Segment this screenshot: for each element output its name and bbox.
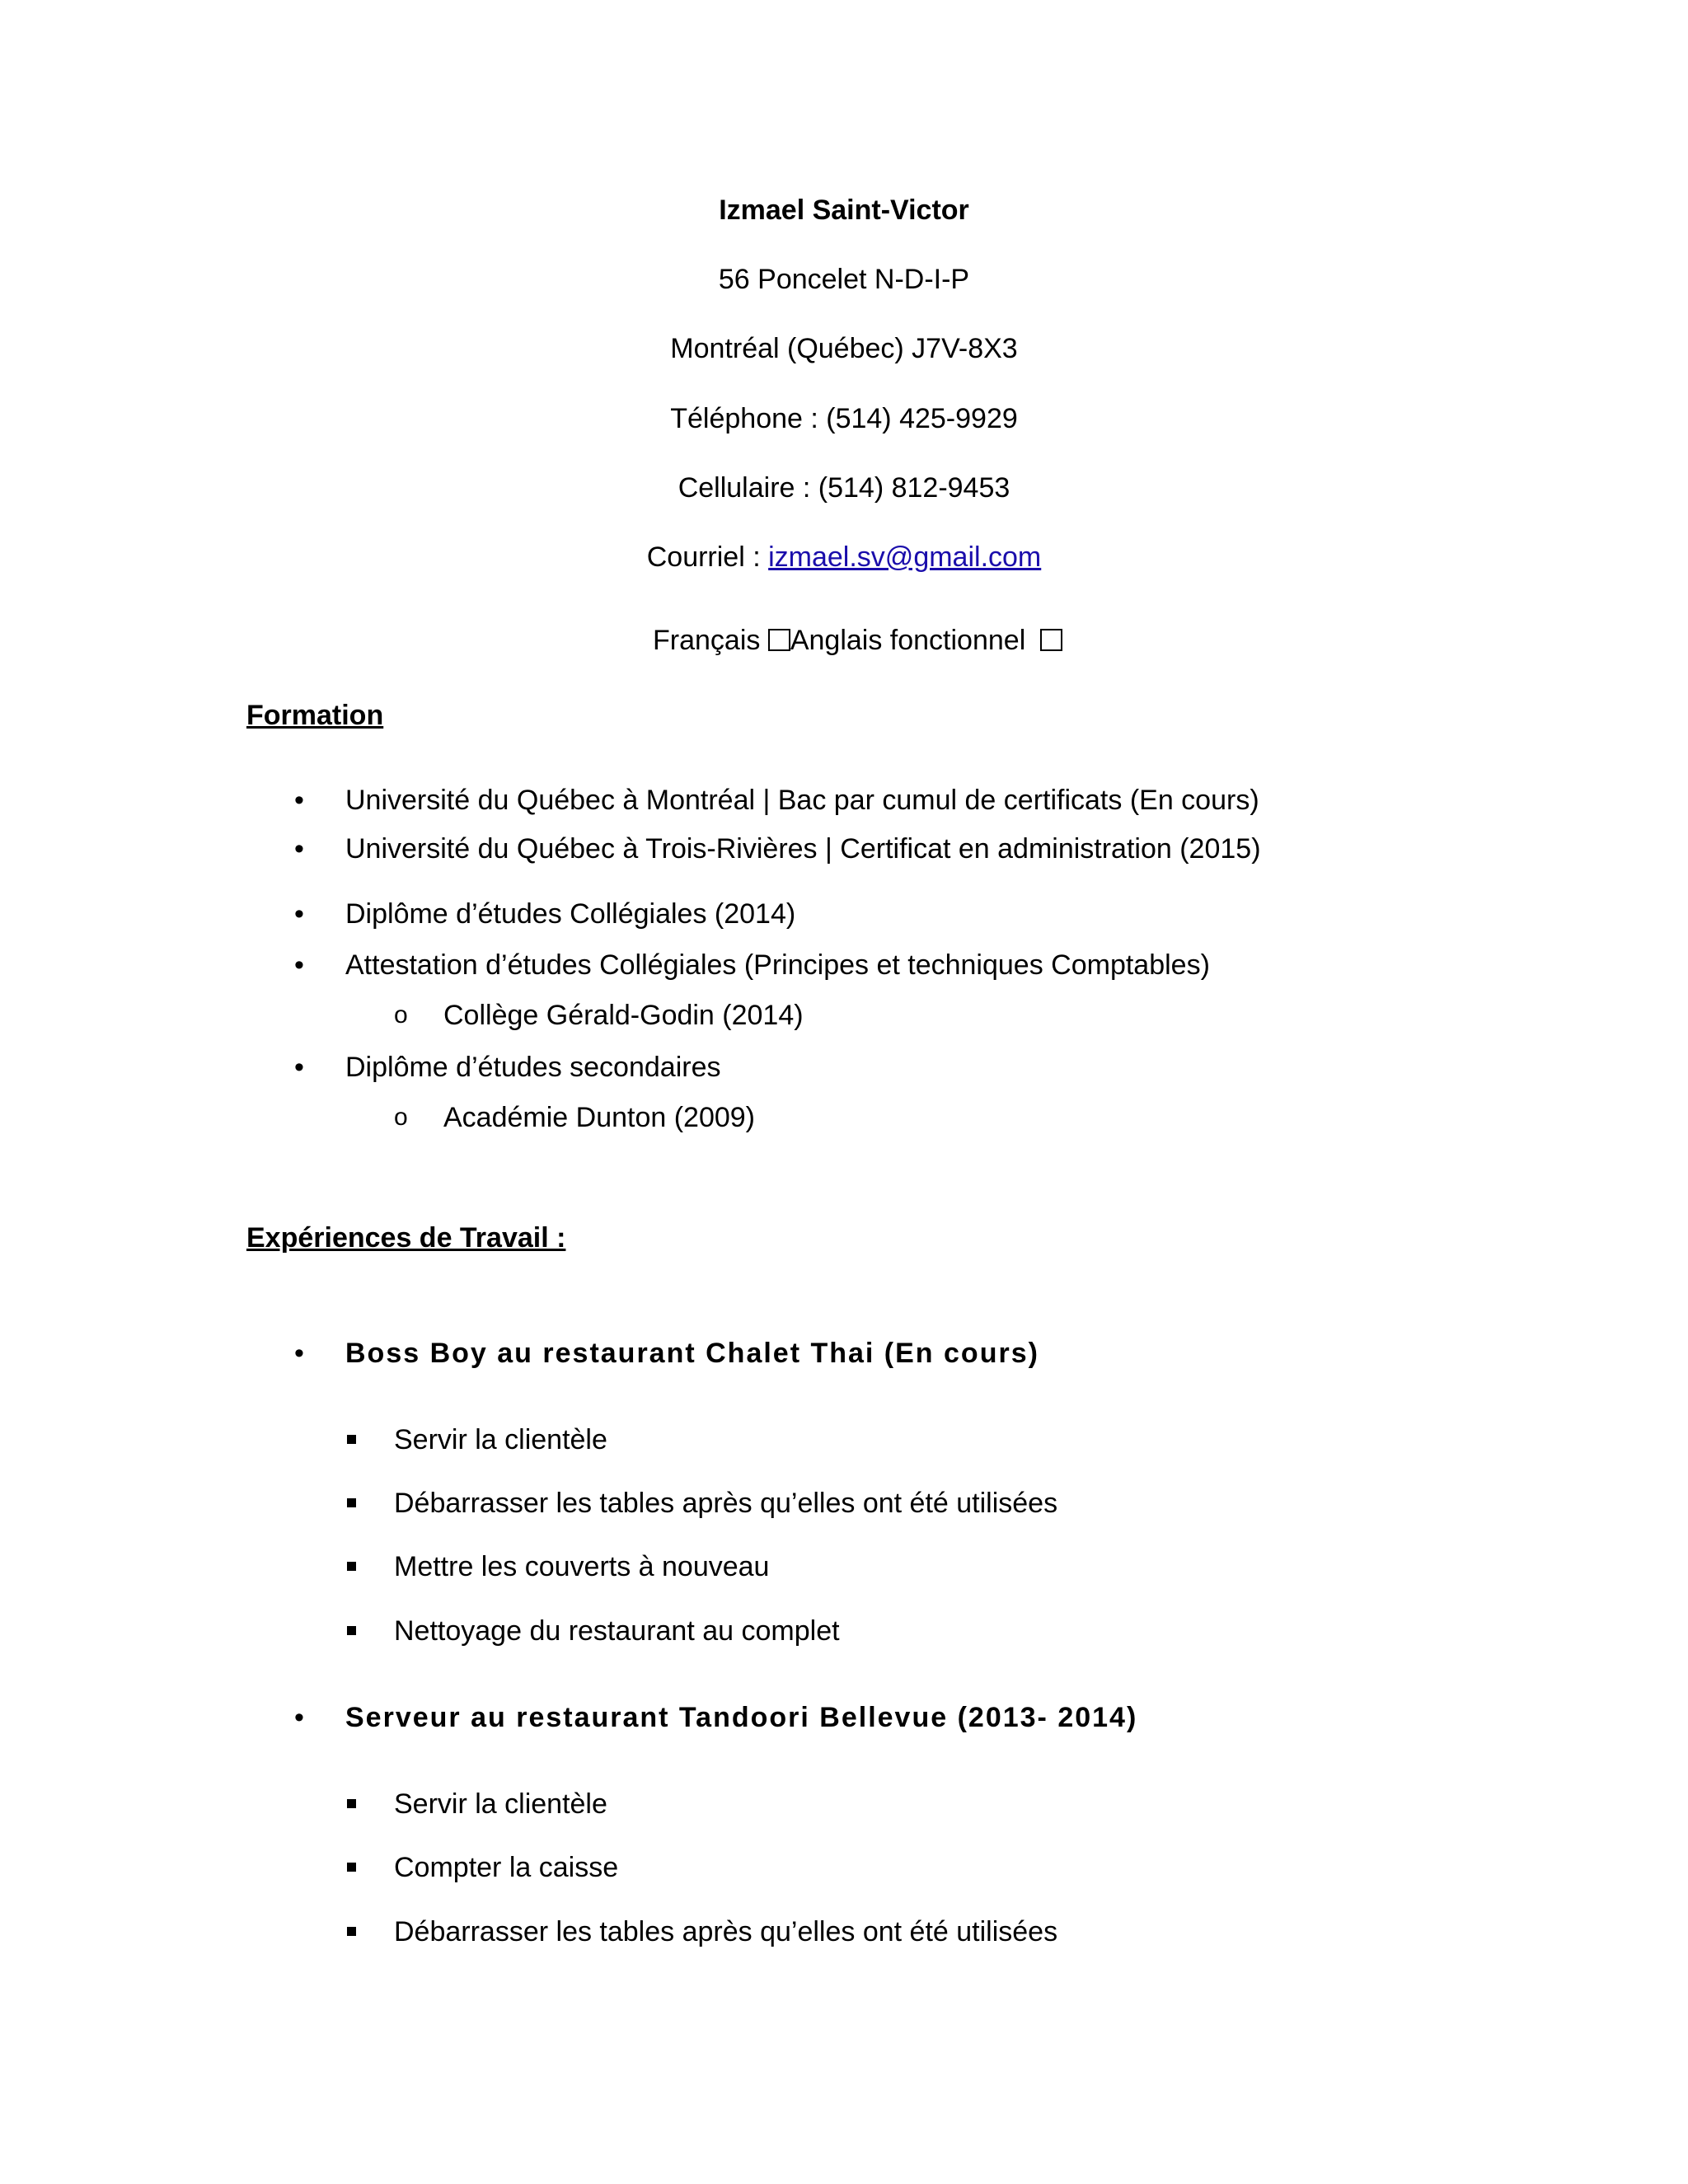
task-item: Débarrasser les tables après qu’elles ont été utilisées (394, 1488, 1058, 1519)
sub-list-item: Collège Gérald-Godin (2014) (443, 1000, 804, 1031)
language-french: Français (653, 625, 768, 656)
square-bullet-icon (347, 1626, 356, 1635)
email-link[interactable]: izmael.sv@gmail.com (768, 541, 1042, 573)
task-item: Débarrasser les tables après qu’elles ont été utilisées (394, 1916, 1058, 1947)
email-label: Courriel : (646, 541, 769, 573)
list-item: Diplôme d’études Collégiales (2014) (345, 898, 796, 930)
language-english: Anglais fonctionnel (790, 625, 1034, 656)
address-line: 56 Poncelet N-D-I-P (718, 264, 970, 295)
sub-bullet-icon: o (394, 1104, 408, 1131)
task-item: Compter la caisse (394, 1852, 619, 1883)
job-title: Boss Boy au restaurant Chalet Thai (En cours) (345, 1338, 1039, 1369)
bullet-icon: • (294, 1338, 304, 1369)
email-line (0, 541, 1688, 574)
task-item: Mettre les couverts à nouveau (394, 1551, 770, 1582)
city-line: Montréal (Québec) J7V-8X3 (670, 333, 1018, 364)
square-bullet-icon (347, 1927, 356, 1936)
job-title: Serveur au restaurant Tandoori Bellevue (2013- 2014) (345, 1702, 1138, 1733)
bullet-icon: • (294, 785, 304, 816)
checkbox-icon[interactable] (1040, 629, 1062, 651)
languages-line (653, 625, 1062, 657)
task-item: Servir la clientèle (394, 1788, 607, 1820)
bullet-icon: • (294, 949, 304, 981)
square-bullet-icon (347, 1863, 356, 1872)
formation-heading: Formation (246, 700, 384, 731)
sub-bullet-icon: o (394, 1001, 408, 1029)
list-item: Université du Québec à Montréal | Bac par cumul de certificats (En cours) (345, 785, 1259, 816)
bullet-icon: • (294, 1052, 304, 1083)
candidate-name: Izmael Saint-Victor (719, 194, 969, 226)
square-bullet-icon (347, 1498, 356, 1507)
bullet-icon: • (294, 1702, 304, 1733)
task-item: Servir la clientèle (394, 1424, 607, 1455)
task-item: Nettoyage du restaurant au complet (394, 1615, 840, 1647)
telephone-line: Téléphone : (514) 425-9929 (670, 403, 1018, 434)
list-item: Université du Québec à Trois-Rivières | Certificat en administration (2015) (345, 833, 1261, 865)
square-bullet-icon (347, 1435, 356, 1444)
square-bullet-icon (347, 1562, 356, 1571)
square-bullet-icon (347, 1799, 356, 1808)
experience-heading: Expériences de Travail : (246, 1222, 566, 1254)
bullet-icon: • (294, 833, 304, 865)
cellular-line: Cellulaire : (514) 812-9453 (678, 472, 1010, 504)
checkbox-icon[interactable] (768, 629, 790, 651)
list-item: Diplôme d’études secondaires (345, 1052, 721, 1083)
list-item: Attestation d’études Collégiales (Principes et techniques Comptables) (345, 949, 1210, 981)
sub-list-item: Académie Dunton (2009) (443, 1102, 756, 1133)
bullet-icon: • (294, 898, 304, 930)
